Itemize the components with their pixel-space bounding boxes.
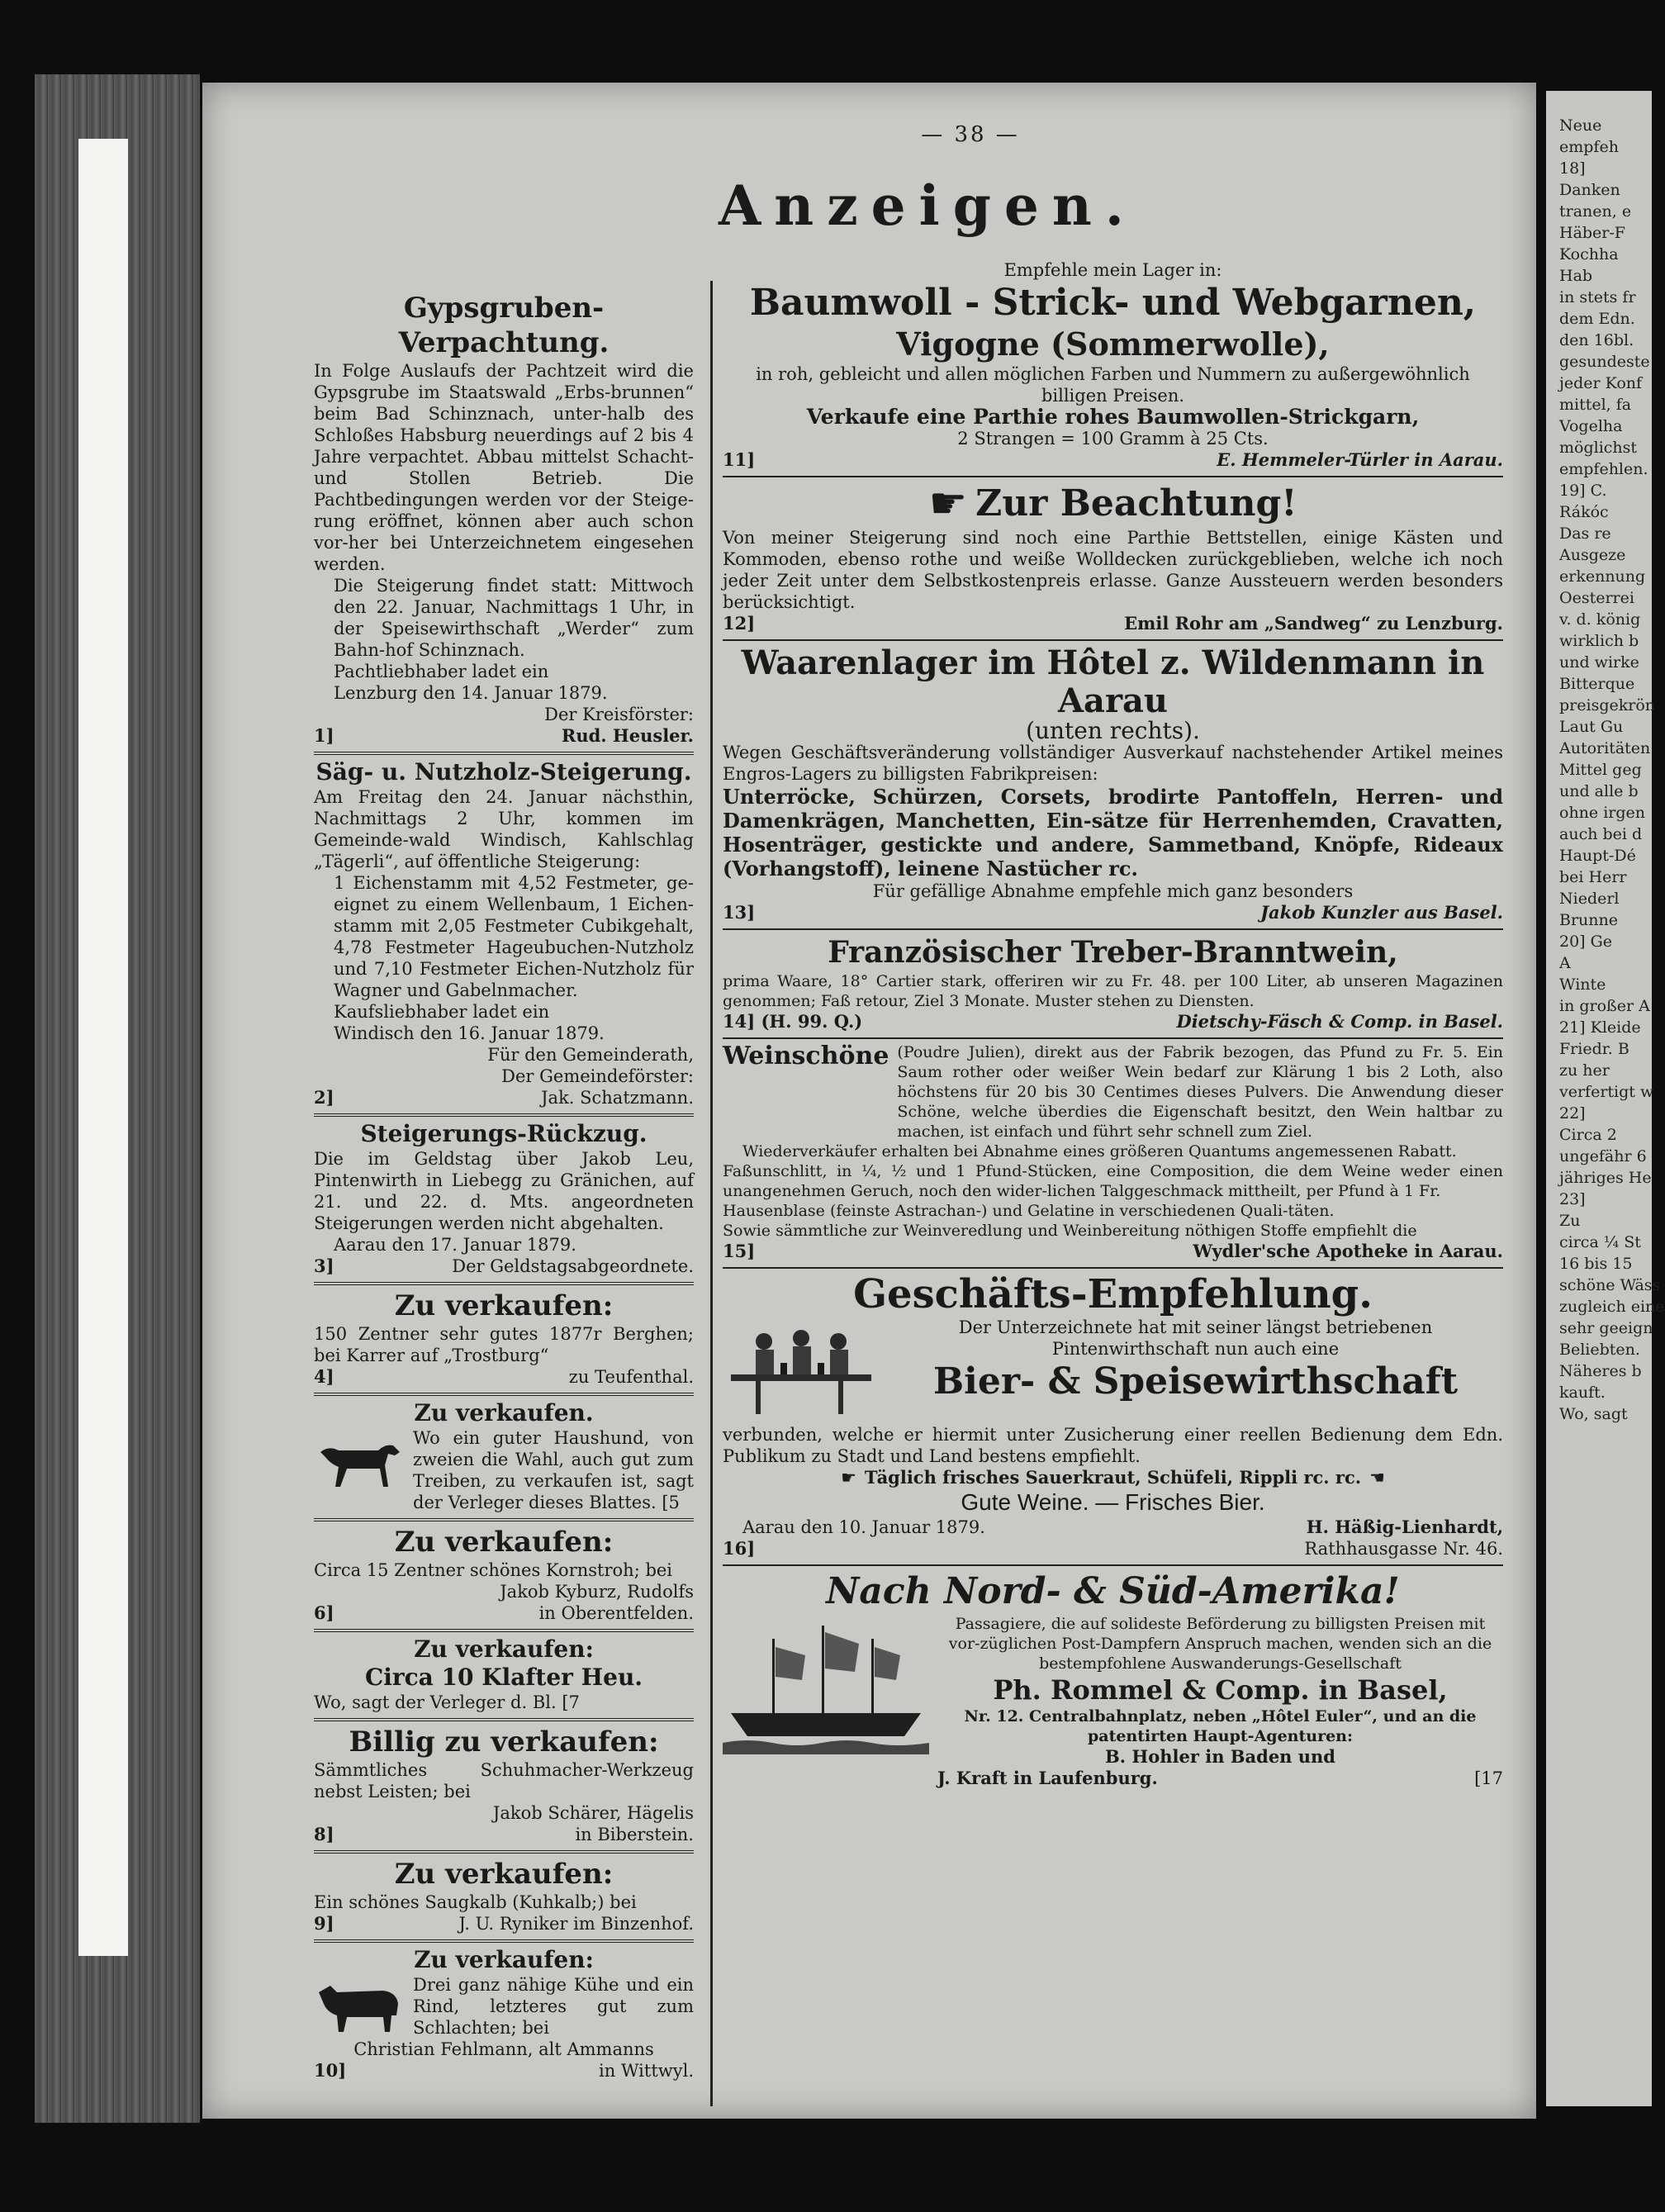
ad-15 — [723, 1039, 1503, 1269]
ad-subtitle: (unten rechts). — [1026, 717, 1200, 744]
ad-text: Am Freitag den 24. Januar nächsthin, Nachmittags 2 Uhr, kommen im Gemeinde-wald Windisch, Kahlschlag „Tägerli“, auf öffentliche Steigerung: — [314, 787, 694, 871]
ad-text: Sämmtliches Schuhmacher-Werkzeug nebst Leisten; bei — [314, 1760, 694, 1801]
ad-signature: E. Hemmeler-Türler in Aarau. — [1217, 449, 1503, 470]
next-page-fragment: Zu — [1559, 1212, 1581, 1230]
next-page-fragment: Brunne — [1559, 911, 1618, 929]
ad-number: 10] — [314, 2060, 347, 2081]
ad-text: Circa 15 Zentner schönes Kornstroh; bei — [314, 1560, 673, 1580]
next-page-fragment: schöne Wäss — [1559, 1276, 1661, 1294]
ad-number: 3] — [314, 1256, 334, 1276]
ad-4 — [314, 1285, 694, 1396]
ad-text: in roh, gebleicht und allen möglichen Farben und Nummern zu außergewöhnlich billigen Preisen. — [756, 364, 1470, 406]
ad-6 — [314, 1521, 694, 1632]
next-page-fragment: jähriges He — [1559, 1169, 1652, 1187]
ad-text: Von meiner Steigerung sind noch eine Parthie Bettstellen, einige Kästen und Kommoden, ebenso rothe und weiße Wolldecken zurückgeblieben, welche ich noch jeder Zeit unter dem Selbstkostenpreis erlasse. Ganze Aussteuern werden besonders berücksichtigt. — [723, 528, 1503, 612]
ad-14 — [723, 930, 1503, 1039]
ad-text: Der Gemeindeförster: — [501, 1066, 694, 1086]
ad-text: zu Teufenthal. — [568, 1367, 694, 1387]
next-page-fragment: Laut Gu — [1559, 718, 1624, 736]
ad-text: Nr. 12. Centralbahnplatz, neben „Hôtel Euler“, und an die patentirten Haupt-Agenturen: — [964, 1707, 1477, 1745]
ad-signature: Rathhausgasse Nr. 46. — [1304, 1539, 1503, 1559]
ad-13 — [723, 641, 1503, 930]
pointing-hand-icon: ☛ — [928, 479, 968, 529]
pointing-hand-icon: ☚ — [1369, 1468, 1385, 1488]
next-page-fragment: Niederl — [1559, 890, 1620, 908]
next-page-fragment: A — [1559, 954, 1571, 972]
next-page-fragment: Häber-F — [1559, 224, 1625, 242]
ad-number: 15] — [723, 1241, 756, 1261]
ad-number: 6] — [314, 1602, 334, 1623]
next-page-fragment: Haupt-Dé — [1559, 847, 1636, 865]
ad-title: Zu verkaufen: — [394, 1526, 614, 1559]
next-page-fragment: Rákóc — [1559, 503, 1609, 521]
next-page-fragment: 20] Ge — [1559, 933, 1613, 951]
ad-signature: Wydler'sche Apotheke in Aarau. — [1193, 1241, 1503, 1261]
ad-text: Ein schönes Saugkalb (Kuhkalb;) bei — [314, 1892, 637, 1912]
next-page-fragment: in großer A — [1559, 997, 1650, 1015]
next-page-fragment: Beliebten. — [1559, 1341, 1640, 1359]
next-page-fragment: Circa 2 — [1559, 1126, 1617, 1144]
ad-title: Nach Nord- & Süd-Amerika! — [826, 1570, 1400, 1612]
next-page-fragment: den 16bl. — [1559, 331, 1634, 349]
next-page-fragment: bei Herr — [1559, 868, 1627, 886]
ad-text: Die im Geldstag über Jakob Leu, Pintenwirth in Liebegg zu Gränichen, auf 21. und 22. d. Mts. angeordneten Steigerungen werden nicht abgehalten. — [314, 1149, 694, 1233]
next-page-fragment: Mittel geg — [1559, 761, 1642, 779]
ad-text: Jakob Schärer, Hägelis — [492, 1803, 694, 1823]
ad-text: 150 Zentner sehr gutes 1877r Berghen; bei Karrer auf „Trostburg“ — [314, 1324, 694, 1365]
ad-number: 1] — [314, 725, 334, 746]
next-page-fragment: 22] — [1559, 1104, 1586, 1123]
ad-text: Der Kreisförster: — [544, 705, 694, 724]
paper-slip — [78, 139, 128, 1956]
next-page-fragment: ohne irgen — [1559, 804, 1645, 822]
ad-title: Zu verkaufen: — [394, 1289, 614, 1322]
ad-text: 2 Strangen = 100 Gramm à 25 Cts. — [957, 429, 1269, 449]
ad-signature: Dietschy-Fäsch & Comp. in Basel. — [1176, 1011, 1503, 1032]
ad-text: In Folge Auslaufs der Pachtzeit wird die Gypsgrube im Staatswald „Erbs-brunnen“ beim Bad Schinznach, unter-halb des Schloßes Habsburg neuerdings auf 2 bis 4 Jahre verpachtet. Abbau mittelst Schacht- und Stollen Betrieb. Die Pachtbedingungen werden vor der Steige-rung eröffnet, können aber auch schon vor-her bei Unterzeichnetem eingesehen werden. — [314, 361, 694, 574]
next-page-fragment: Winte — [1559, 975, 1606, 994]
next-page-fragment: tranen, e — [1559, 202, 1632, 221]
next-page-fragment: Oesterrei — [1559, 589, 1634, 607]
next-page-fragment: 16 bis 15 — [1559, 1255, 1633, 1273]
next-page-fragment: 18] — [1559, 159, 1586, 178]
next-page-fragment: v. d. könig — [1559, 610, 1641, 629]
next-page-fragment: ungefähr 6 — [1559, 1147, 1647, 1165]
next-page-fragment: Danken — [1559, 181, 1620, 199]
tavern-scene-illustration — [723, 1317, 880, 1424]
next-page-fragment: in stets fr — [1559, 288, 1636, 306]
ad-9 — [314, 1854, 694, 1943]
ad-text: Windisch den 16. Januar 1879. — [334, 1023, 605, 1043]
ad-number: 8] — [314, 1824, 334, 1844]
ad-10 — [314, 1943, 694, 2086]
ad-number: [17 — [1474, 1768, 1503, 1788]
next-page-fragment: Ausgeze — [1559, 546, 1626, 564]
next-page-fragment: dem Edn. — [1559, 310, 1635, 328]
next-page-edge — [1546, 91, 1665, 2106]
left-column — [314, 287, 694, 2086]
next-page-fragment: Vogelha — [1559, 417, 1623, 435]
ad-text: (Poudre Julien), direkt aus der Fabrik bezogen, das Pfund zu Fr. 5. Ein Saum rother oder weißer Wein bedarf zur Klärung 1 bis 2 Loth, also höchstens für 20 bis 30 Centimes dieses Pulvers. Die Anwendung dieser Schöne, welche überdies die Eigenschaft besitzt, den Wein haltbar zu machen, ist einfach und führt sehr schnell zum Ziel. — [897, 1043, 1503, 1141]
ad-text: Faßunschlitt, in ¼, ½ und 1 Pfund-Stücken, eine Composition, die dem Weine weder einen unangenehmen Geruch, noch den wider-lichen Talggeschmack mittheilt, per Pfund à 1 Fr. — [723, 1162, 1503, 1200]
ad-number: 16] — [723, 1538, 756, 1559]
ad-text: Sowie sämmtliche zur Weinveredlung und Weinbereitung nöthigen Stoffe empfiehlt die — [723, 1222, 1417, 1240]
ad-signature: Der Geldstagsabgeordnete. — [452, 1256, 694, 1276]
next-page-fragment: empfehlen. — [1559, 460, 1648, 478]
ad-number: 14] (H. 99. Q.) — [723, 1011, 863, 1032]
ad-text: Wo ein guter Haushund, von zweien die Wahl, auch gut zum Treiben, zu verkaufen ist, sagt der Verleger dieses Blattes. [5 — [413, 1428, 694, 1512]
next-page-fragment: verfertigt w — [1559, 1083, 1654, 1101]
ad-text: J. U. Ryniker im Binzenhof. — [458, 1914, 694, 1934]
ad-text: in Biberstein. — [575, 1825, 694, 1844]
ad-text: Drei ganz nähige Kühe und ein Rind, letzteres gut zum Schlachten; bei — [413, 1975, 694, 2038]
ad-text: 1 Eichenstamm mit 4,52 Festmeter, ge-eignet zu einem Wellenbaum, 1 Eichen-stamm mit 2,05 Festmeter Cubikgehalt, 4,78 Festmeter Hageubuchen-Nutzholz und 7,10 Festmeter Eichen-Nutzholz für Wagner und Gabelnmacher. — [334, 873, 694, 1000]
ad-text: Aarau den 10. Januar 1879. — [742, 1517, 985, 1537]
next-page-fragment: sehr geeign — [1559, 1319, 1653, 1337]
ad-text: in Wittwyl. — [599, 2061, 694, 2081]
ad-signature: Emil Rohr am „Sandweg“ zu Lenzburg. — [1124, 613, 1503, 634]
ad-text: verbunden, welche er hiermit unter Zusicherung einer reellen Bedienung dem Edn. Publikum zu Stadt und Land bestens empfiehlt. — [723, 1425, 1503, 1466]
ad-11 — [723, 256, 1503, 477]
ad-text: Täglich frisches Sauerkraut, Schüfeli, Rippli rc. rc. — [864, 1467, 1362, 1488]
ad-text: Christian Fehlmann, alt Ammanns — [353, 2039, 654, 2059]
ad-title: Zu verkaufen: — [414, 1635, 594, 1663]
next-page-fragment: Friedr. B — [1559, 1040, 1629, 1058]
page-number: — 38 — — [921, 122, 1020, 147]
page-heading: Anzeigen. — [719, 173, 1137, 238]
next-page-fragment: Hab — [1559, 267, 1593, 285]
ad-subtitle: Circa 10 Klafter Heu. — [364, 1664, 643, 1691]
ad-title: Zu verkaufen: — [394, 1858, 614, 1891]
next-page-fragment: jeder Konf — [1559, 374, 1643, 392]
ad-2 — [314, 755, 694, 1117]
ad-subtitle: Bier- & Speisewirthschaft — [932, 1360, 1459, 1403]
ad-1 — [314, 287, 694, 755]
ad-title: Geschäfts-Empfehlung. — [853, 1271, 1373, 1317]
ad-text: in Oberentfelden. — [538, 1603, 694, 1623]
ad-number: 12] — [723, 613, 756, 634]
next-page-fragment: circa ¼ St — [1559, 1233, 1641, 1251]
ad-signature: Rud. Heusler. — [561, 725, 694, 746]
sailing-steamship-illustration — [723, 1614, 929, 1754]
next-page-fragment: 21] Kleide — [1559, 1018, 1641, 1037]
ad-title: Billig zu verkaufen: — [349, 1725, 659, 1759]
ad-text: J. Kraft in Laufenburg. — [937, 1768, 1158, 1788]
next-page-fragment: erkennung — [1559, 567, 1646, 586]
ad-number: 4] — [314, 1366, 334, 1387]
ad-text: Wo, sagt der Verleger d. Bl. [7 — [314, 1692, 580, 1712]
ad-number: 13] — [723, 902, 756, 923]
ad-title: Steigerungs-Rückzug. — [360, 1120, 648, 1147]
next-page-fragment: auch bei d — [1559, 825, 1643, 843]
next-page-fragment: preisgekrön — [1559, 696, 1655, 714]
next-page-fragment: wirklich b — [1559, 632, 1639, 650]
ad-title: Gypsgruben-Verpachtung. — [398, 292, 610, 359]
next-page-fragment: und wirke — [1559, 653, 1639, 672]
next-page-fragment: empfeh — [1559, 138, 1619, 156]
ad-signature: Jak. Schatzmann. — [541, 1088, 694, 1108]
ad-title: Baumwoll - Strick- und Webgarnen, — [749, 282, 1477, 324]
next-page-fragment: 19] C. — [1559, 482, 1607, 500]
next-page-fragment: gesundeste — [1559, 353, 1650, 371]
next-page-fragment: Neue — [1559, 116, 1602, 135]
ad-title: Zur Beachtung! — [975, 482, 1297, 525]
ad-8 — [314, 1721, 694, 1854]
ad-subtitle: Ph. Rommel & Comp. in Basel, — [993, 1674, 1448, 1706]
newspaper-page — [202, 83, 1536, 2119]
ad-pretext: Empfehle mein Lager in: — [1003, 260, 1222, 280]
ad-text: Der Unterzeichnete hat mit seiner längst betriebenen Pintenwirthschaft nun auch eine — [958, 1317, 1433, 1359]
next-page-fragment: 23] — [1559, 1190, 1586, 1208]
ad-text: Aarau den 17. Januar 1879. — [334, 1235, 576, 1255]
ad-5 — [314, 1396, 694, 1521]
ad-subtitle: Vigogne (Sommerwolle), — [896, 325, 1330, 363]
ad-signature: H. Häßig-Lienhardt, — [1306, 1517, 1503, 1537]
cow-illustration — [314, 1974, 405, 2037]
ad-text: Für gefällige Abnahme empfehle mich ganz besonders — [872, 881, 1354, 901]
ad-text: Passagiere, die auf solideste Beförderung zu billigsten Preisen mit vor-züglichen Post-Dampfern Anspruch machen, wenden sich an die bestempfohlene Auswanderungs-Gesellschaft — [948, 1615, 1492, 1673]
ad-number: 9] — [314, 1913, 334, 1934]
ad-7 — [314, 1632, 694, 1721]
right-column — [723, 256, 1503, 1794]
ad-text: B. Hohler in Baden und — [1105, 1746, 1335, 1767]
ad-title: Zu verkaufen: — [414, 1946, 594, 1973]
dog-illustration — [314, 1427, 405, 1493]
ad-text: Wiederverkäufer erhalten bei Abnahme eines größeren Quantums angemessenen Rabatt. — [742, 1142, 1457, 1161]
next-page-fragment: Kochha — [1559, 245, 1619, 263]
ad-12 — [723, 477, 1503, 641]
next-page-fragment: Das re — [1559, 525, 1611, 543]
ad-text: Lenzburg den 14. Januar 1879. — [334, 683, 608, 703]
ad-text: Unterröcke, Schürzen, Corsets, brodirte Pantoffeln, Herren- und Damenkrägen, Manchetten, Ein-sätze für Herrenhemden, Cravatten, Hosenträger, gestickte und andere, Sammetband, Knöpfe, Rideaux (Vorhangstoff), leinene Nastücher rc. — [723, 785, 1503, 881]
ad-title: Französischer Treber-Branntwein, — [828, 935, 1398, 970]
next-page-fragment: mittel, fa — [1559, 396, 1632, 414]
ad-text: Verkaufe eine Parthie rohes Baumwollen-Strickgarn, — [806, 405, 1420, 429]
ad-title: Zu verkaufen. — [414, 1399, 594, 1426]
next-page-fragment: zugleich eine — [1559, 1298, 1665, 1316]
ad-title: Weinschöne — [723, 1042, 889, 1070]
ad-text: prima Waare, 18° Cartier stark, offeriren wir zu Fr. 48. per 100 Liter, ab unseren Magazinen genommen; Faß retour, Ziel 3 Monate. Muster stehen zu Diensten. — [723, 972, 1503, 1010]
next-page-fragment: kauft. — [1559, 1384, 1606, 1402]
ad-text: Kaufsliebhaber ladet ein — [334, 1002, 550, 1022]
next-page-fragment: Autoritäten — [1559, 739, 1651, 757]
next-page-fragment: zu her — [1559, 1061, 1610, 1080]
ad-text: Jakob Kyburz, Rudolfs — [500, 1582, 694, 1602]
ad-text: Wegen Geschäftsveränderung vollständiger Ausverkauf nachstehender Artikel meines Engros-Lagers zu billigsten Fabrikpreisen: — [723, 743, 1503, 784]
ad-text: Hausenblase (feinste Astrachan-) und Gelatine in verschiedenen Quali-täten. — [723, 1202, 1335, 1220]
ad-3 — [314, 1117, 694, 1285]
ad-number: 2] — [314, 1087, 334, 1108]
ad-title: Säg- u. Nutzholz-Steigerung. — [315, 758, 692, 786]
pointing-hand-icon: ☛ — [841, 1468, 856, 1488]
ad-text: Pachtliebhaber ladet ein — [334, 662, 549, 681]
ad-title: Waarenlager im Hôtel z. Wildenmann in Aarau — [741, 643, 1485, 720]
ad-number: 11] — [723, 449, 756, 470]
next-page-fragment: und alle b — [1559, 782, 1639, 800]
ad-signature: Jakob Kunzler aus Basel. — [1260, 902, 1503, 923]
ad-17 — [723, 1566, 1503, 1794]
ad-text: Die Steigerung findet statt: Mittwoch den 22. Januar, Nachmittags 1 Uhr, in der Speisewirthschaft „Werder“ zum Bahn-hof Schinznach. — [334, 576, 694, 660]
next-page-fragment: möglichst — [1559, 439, 1638, 457]
ad-16 — [723, 1269, 1503, 1566]
next-page-fragment: Wo, sagt — [1559, 1405, 1628, 1423]
next-page-fragment: Näheres b — [1559, 1362, 1642, 1380]
ad-text: Für den Gemeinderath, — [487, 1045, 694, 1065]
next-page-fragment: Bitterque — [1559, 675, 1635, 693]
column-divider — [710, 281, 713, 2106]
ad-text: Gute Weine. — Frisches Bier. — [961, 1489, 1265, 1515]
